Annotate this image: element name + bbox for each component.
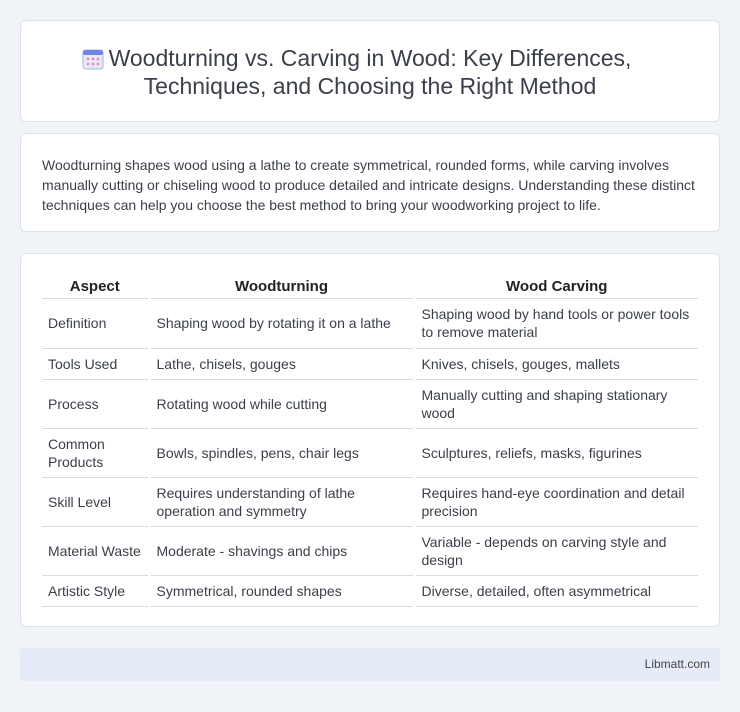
table-cell: Bowls, spindles, pens, chair legs — [149, 428, 414, 477]
table-row — [42, 379, 698, 428]
table-cell: Tools Used — [42, 348, 149, 379]
table-row — [42, 428, 698, 477]
header-wood-carving: Wood Carving — [414, 274, 698, 298]
table-cell: Sculptures, reliefs, masks, figurines — [414, 428, 698, 477]
intro-card — [20, 133, 720, 232]
header-aspect: Aspect — [42, 274, 149, 298]
table-cell: Process — [42, 379, 149, 428]
table-cell: Rotating wood while cutting — [149, 379, 414, 428]
table-row — [42, 575, 698, 606]
table-cell: Shaping wood by hand tools or power tools to remove material — [414, 298, 698, 348]
table-cell: Requires hand-eye coordination and detail precision — [414, 477, 698, 526]
page-title-line-1: Woodturning vs. Carving in Wood: Key Differences, — [108, 45, 632, 71]
header-card — [20, 20, 720, 122]
intro-paragraph: Woodturning shapes wood using a lathe to create symmetrical, rounded forms, while carving involves manually cutting or chiseling wood to produce detailed and intricate designs. Understanding these distinct techniques can help you choose the best method to bring your woodworking project to life. — [42, 157, 695, 213]
table-cell: Definition — [42, 298, 149, 348]
table-cell: Knives, chisels, gouges, mallets — [414, 348, 698, 379]
table-row — [42, 477, 698, 526]
table-row — [42, 298, 698, 348]
table-cell: Requires understanding of lathe operation and symmetry — [149, 477, 414, 526]
page-title-line-2: Techniques, and Choosing the Right Method — [143, 73, 597, 99]
table-cell: Skill Level — [42, 477, 149, 526]
table-cell: Material Waste — [42, 526, 149, 575]
header-woodturning: Woodturning — [149, 274, 414, 298]
page-title — [21, 44, 719, 100]
table-cell: Shaping wood by rotating it on a lathe — [149, 298, 414, 348]
table-cell: Artistic Style — [42, 575, 149, 606]
table-cell: Symmetrical, rounded shapes — [149, 575, 414, 606]
table-cell: Lathe, chisels, gouges — [149, 348, 414, 379]
table-row — [42, 526, 698, 575]
comparison-table — [42, 274, 698, 607]
footer-site-link[interactable]: Libmatt.com — [644, 657, 710, 671]
table-cell: Variable - depends on carving style and design — [414, 526, 698, 575]
table-row — [42, 348, 698, 379]
table-cell: Moderate - shavings and chips — [149, 526, 414, 575]
footer — [20, 648, 720, 681]
table-cell: Diverse, detailed, often asymmetrical — [414, 575, 698, 606]
table-header-row — [42, 274, 698, 298]
table-cell: Manually cutting and shaping stationary wood — [414, 379, 698, 428]
table-cell: Common Products — [42, 428, 149, 477]
comparison-card — [20, 253, 720, 627]
